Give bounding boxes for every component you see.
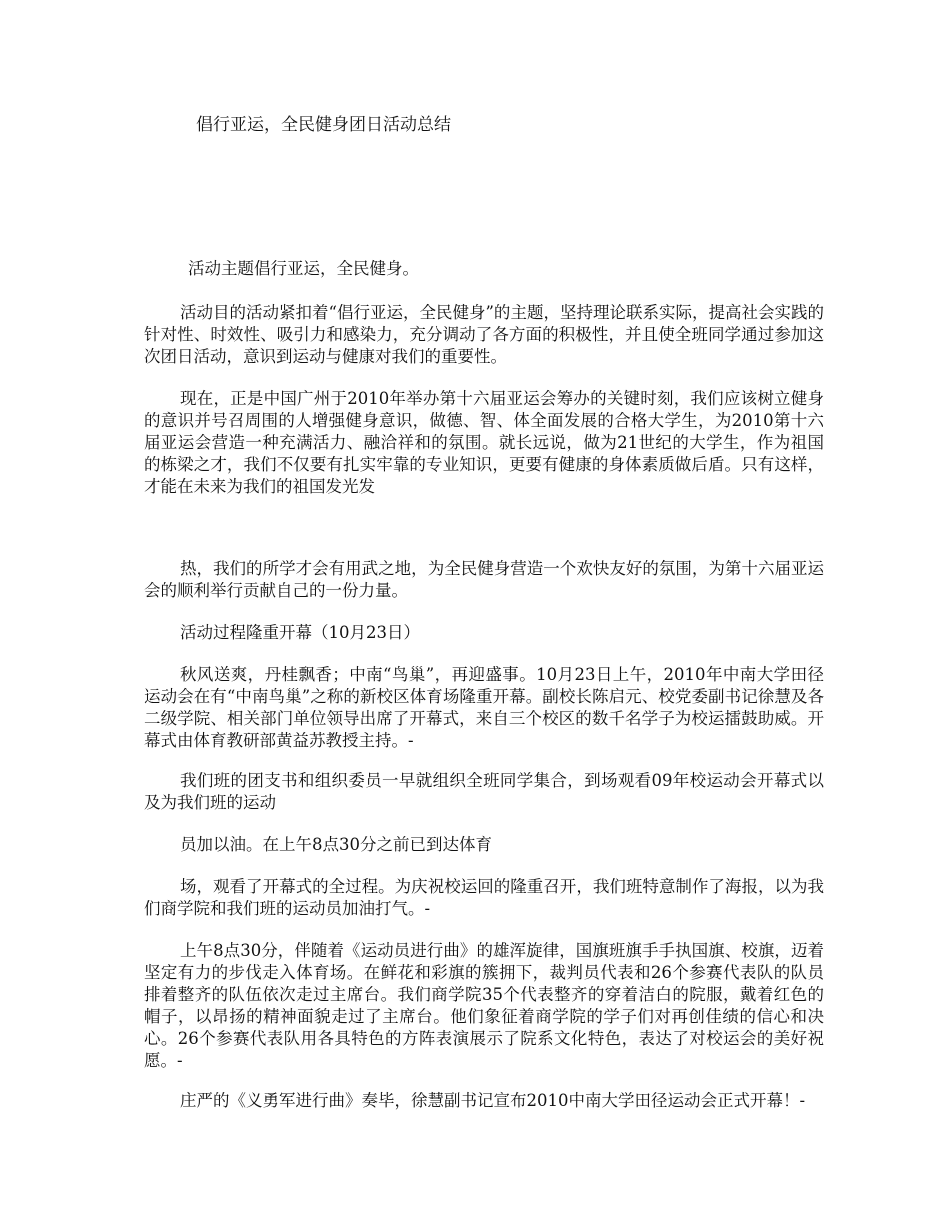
paragraph-venue: 场，观看了开幕式的全过程。为庆祝校运回的隆重召开，我们班特意制作了海报，以为我们商学院和我们班的运动员加油打气。- xyxy=(144,876,824,918)
document-title: 倡行亚运，全民健身团日活动总结 xyxy=(196,115,451,135)
paragraph-theme: 活动主题倡行亚运，全民健身。 xyxy=(188,258,419,278)
paragraph-cheer: 员加以油。在上午8点30分之前已到达体育 xyxy=(180,834,492,854)
paragraph-hot: 热，我们的所学才会有用武之地，为全民健身营造一个欢快友好的氛围，为第十六届亚运会的顺利举行贡献自己的一份力量。 xyxy=(144,558,824,600)
paragraph-autumn: 秋风送爽，丹桂飘香；中南“鸟巢”，再迎盛事。10月23日上午，2010年中南大学田径运动会在有“中南鸟巢”之称的新校区体育场隆重开幕。副校长陈启元、校党委副书记徐慧及各二级学院、相关部门单位领导出席了开幕式，来自三个校区的数千名学子为校运擂鼓助威。开幕式由体育教研部黄益苏教授主持。- xyxy=(144,664,824,750)
paragraph-march: 上午8点30分，伴随着《运动员进行曲》的雄浑旋律，国旗班旗手手执国旗、校旗，迈着坚定有力的步伐走入体育场。在鲜花和彩旗的簇拥下，裁判员代表和26个参赛代表队的队员排着整齐的队伍依次走过主席台。我们商学院35个代表整齐的穿着洁白的院服，戴着红色的帽子，以昂扬的精神面貌走过了主席台。他们象征着商学院的学子们对再创佳绩的信心和决心。26个参赛代表队用各具特色的方阵表演展示了院系文化特色，表达了对校运会的美好祝愿。- xyxy=(144,940,824,1070)
paragraph-purpose: 活动目的活动紧扣着“倡行亚运，全民健身”的主题，坚持理论联系实际，提高社会实践的针对性、时效性、吸引力和感染力，充分调动了各方面的积极性，并且使全班同学通过参加这次团日活动，意识到运动与健康对我们的重要性。 xyxy=(144,302,824,366)
paragraph-process: 活动过程隆重开幕（10月23日） xyxy=(180,622,420,642)
paragraph-anthem: 庄严的《义勇军进行曲》奏毕，徐慧副书记宣布2010中南大学田径运动会正式开幕！- xyxy=(180,1090,806,1110)
paragraph-now: 现在，正是中国广州于2010年举办第十六届亚运会筹办的关键时刻，我们应该树立健身的意识并号召周围的人增强健身意识，做德、智、体全面发展的合格大学生，为2010第十六届亚运会营造一种充满活力、融洽祥和的氛围。就长远说，做为21世纪的大学生，作为祖国的栋梁之才，我们不仅要有扎实牢靠的专业知识，更要有健康的身体素质做后盾。只有这样，才能在未来为我们的祖国发光发 xyxy=(144,388,824,496)
paragraph-class: 我们班的团支书和组织委员一早就组织全班同学集合，到场观看09年校运动会开幕式以及为我们班的运动 xyxy=(144,770,824,812)
